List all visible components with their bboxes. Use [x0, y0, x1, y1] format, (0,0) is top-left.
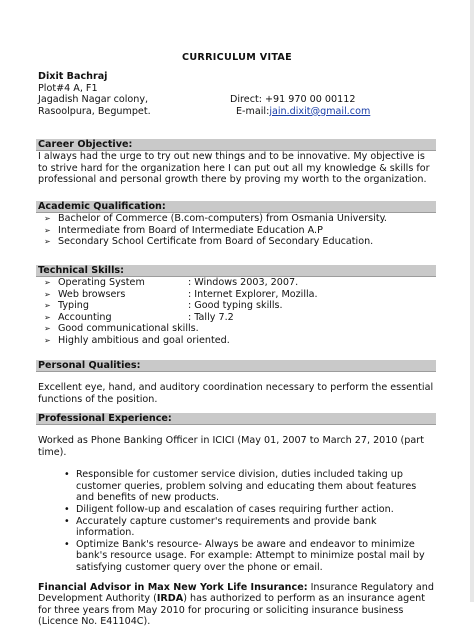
- skill-item: ➢ Accounting : Tally 7.2: [44, 311, 234, 323]
- document-title: CURRICULUM VITAE: [181, 52, 293, 63]
- phone-number: Direct: +91 970 00 00112: [230, 94, 356, 106]
- academic-item: ➢ Secondary School Certificate from Board of Secondary Education.: [44, 236, 374, 248]
- page-edge: [470, 0, 474, 602]
- duty-item: • Diligent follow-up and escalation of cases requiring further action.: [64, 503, 394, 515]
- skill-item: ➢ Good communicational skills.: [44, 323, 199, 335]
- arrow-bullet-icon: ➢: [44, 278, 51, 287]
- arrow-bullet-icon: ➢: [44, 225, 51, 235]
- technical-section: [36, 265, 436, 347]
- arrow-bullet-icon: ➢: [44, 289, 51, 299]
- address-line-1: Plot#4 A, F1: [38, 82, 98, 94]
- bullet-icon: •: [64, 515, 70, 527]
- academic-item: ➢ Intermediate from Board of Intermediate Education A.P: [44, 224, 323, 236]
- bullet-icon: •: [64, 469, 70, 481]
- job-title: Worked as Phone Banking Officer in ICICI (May 01, 2007 to March 27, 2010 (part time).: [38, 435, 424, 458]
- arrow-bullet-icon: ➢: [44, 301, 51, 311]
- financial-advisor-title: Financial Advisor in Max New York Life Insurance:: [38, 581, 308, 593]
- address-line-2: Jagadish Nagar colony,: [38, 94, 149, 106]
- skills-list: [36, 277, 436, 347]
- contact-block: [38, 71, 438, 117]
- skill-item: ➢ Web browsers : Internet Explorer, Mozilla.: [44, 288, 318, 300]
- arrow-bullet-icon: ➢: [44, 214, 51, 223]
- duty-item: • Responsible for customer service division, duties included taking up customer queries, problem solving and educating them about features and benefits of new products.: [64, 469, 417, 504]
- arrow-bullet-icon: ➢: [44, 324, 51, 334]
- career-objective-heading: Career Objective:: [36, 139, 436, 151]
- arrow-bullet-icon: ➢: [44, 237, 51, 247]
- email-link[interactable]: jain.dixit@gmail.com: [269, 105, 371, 117]
- academic-list: [36, 213, 436, 248]
- skill-item: ➢ Operating System : Windows 2003, 2007.: [44, 277, 299, 288]
- bullet-icon: •: [64, 538, 70, 550]
- career-objective-section: [36, 139, 436, 186]
- academic-item: ➢ Bachelor of Commerce (B.com-computers) from Osmania University.: [44, 213, 387, 224]
- technical-heading: Technical Skills:: [36, 265, 436, 277]
- address-line-3: Rasoolpura, Begumpet.: [38, 105, 151, 117]
- email-label: E-mail:: [236, 105, 270, 117]
- duty-item: • Optimize Bank's resource- Always be aware and endeavor to minimize bank's resource usage. For example: Attempt to minimize postal mail by satisfying customer query over the phone or email.: [64, 538, 425, 573]
- arrow-bullet-icon: ➢: [44, 312, 51, 322]
- career-objective-text: I always had the urge to try out new things and to be innovative. My objective is to strive hard for the organization here I can put out all my knowledge & skills for professional and personal growth there by proving my worth to the organization.: [38, 151, 430, 186]
- academic-heading: Academic Qualification:: [36, 201, 436, 213]
- academic-section: [36, 201, 436, 248]
- skill-item: ➢ Typing : Good typing skills.: [44, 300, 283, 312]
- duties-list: [36, 469, 436, 573]
- bullet-icon: •: [64, 503, 70, 515]
- professional-heading: Professional Experience:: [36, 413, 436, 425]
- email-row: [230, 106, 438, 118]
- personal-heading: Personal Qualities:: [36, 360, 436, 372]
- personal-text: Excellent eye, hand, and auditory coordination necessary to perform the essential functions of the position.: [38, 382, 434, 405]
- personal-section: [36, 360, 436, 405]
- professional-section: [36, 413, 436, 628]
- arrow-bullet-icon: ➢: [44, 335, 51, 345]
- skill-item: ➢ Highly ambitious and goal oriented.: [44, 334, 230, 346]
- duty-item: • Accurately capture customer's requirements and provide bank information.: [64, 515, 377, 539]
- financial-advisor-entry: Financial Advisor in Max New York Life Insurance: Insurance Regulatory and Development Authority (IRDA) has authorized to perform as an insurance agent for three years from May 2010 for procuring or soliciting insurance business (Licence No. E41104C).: [38, 581, 434, 628]
- applicant-name: Dixit Bachraj: [38, 71, 108, 82]
